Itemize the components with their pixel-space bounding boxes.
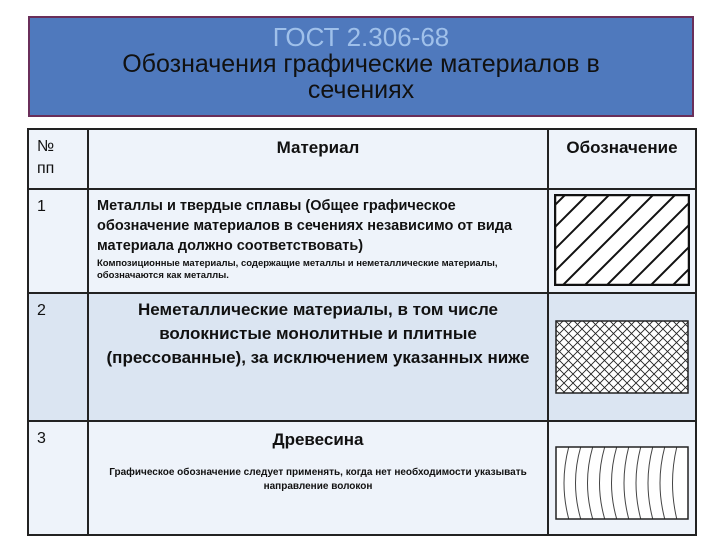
row-num: 2	[28, 293, 88, 421]
row-material-cell	[88, 293, 548, 421]
diagonal-hatch-icon	[554, 194, 690, 286]
standard-number: ГОСТ 2.306-68	[272, 22, 450, 52]
material-note: Композиционные материалы, содержащие металлы и неметаллические материалы, обозначаются как металлы.	[97, 258, 498, 281]
table-row	[28, 189, 696, 293]
row-material-cell	[88, 421, 548, 535]
material-note: Графическое обозначение следует применять, когда нет необходимости указывать направление волокон	[109, 467, 527, 492]
header-num-line1: №	[37, 138, 55, 155]
row-num: 3	[28, 421, 88, 535]
cross-hatch-icon	[555, 320, 689, 394]
header-material: Материал	[88, 129, 548, 189]
table-row	[28, 293, 696, 421]
header-num-line2: пп	[37, 160, 55, 177]
row-designation-cell	[548, 293, 696, 421]
materials-table	[27, 128, 697, 536]
material-name: Металлы и твердые сплавы (Общее графическое обозначение материалов в сечениях независимо от вида материала должно соответствовать)	[97, 198, 513, 254]
row-num: 1	[28, 189, 88, 293]
page-title-line2: сечениях	[307, 76, 415, 104]
header-designation: Обозначение	[548, 129, 696, 189]
row-designation-cell	[548, 189, 696, 293]
title-banner	[28, 16, 694, 117]
wood-grain-icon	[555, 446, 689, 520]
page-title-line1: Обозначения графические материалов в	[122, 50, 600, 78]
material-name: Древесина	[272, 430, 364, 449]
table-header-row	[28, 129, 696, 189]
table-row	[28, 421, 696, 535]
header-num	[28, 129, 88, 189]
row-material-cell	[88, 189, 548, 293]
row-designation-cell	[548, 421, 696, 535]
material-name: Неметаллические материалы, в том числе волокнистые монолитные и плитные (прессованные), за исключением указанных ниже	[106, 300, 530, 367]
